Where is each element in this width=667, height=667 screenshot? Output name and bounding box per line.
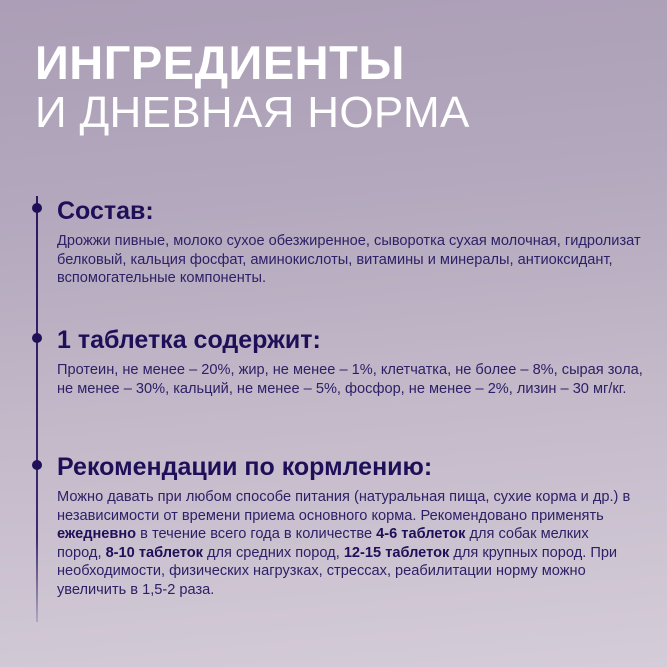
body-text: для собак мелких пород, [57, 526, 589, 561]
bullet-dot-icon [32, 460, 42, 470]
section-body: Дрожжи пивные, молоко сухое обезжиренное, сыворотка сухая молочная, гидролизат белковый, кальция фосфат, аминокислоты, витамины и минералы, антиоксидант, вспомогательные компоненты. [57, 233, 641, 286]
section-tablet-contents [57, 325, 657, 398]
page-title [35, 38, 470, 138]
body-bold-text: 8-10 таблеток [105, 544, 203, 561]
title-line-1: ИНГРЕДИЕНТЫ [35, 36, 405, 89]
section-heading: Рекомендации по кормлению: [57, 453, 433, 481]
section-feeding-recommendations [57, 452, 637, 599]
body-text: для крупных пород. При необходимости, физических нагрузках, стрессах, реабилитации норму можно увеличить в 1,5-2 раза. [57, 544, 618, 598]
title-line-2: И ДНЕВНАЯ НОРМА [35, 88, 470, 137]
body-bold-text: 4-6 таблеток [376, 526, 466, 542]
bullet-dot-icon [32, 333, 42, 343]
body-text: для средних пород, [202, 544, 344, 561]
section-heading: 1 таблетка содержит: [57, 326, 321, 354]
body-bold-text: 12-15 таблеток [343, 544, 450, 561]
section-heading: Состав: [57, 197, 154, 225]
body-text: Можно давать при любом способе питания (натуральная пища, сухие корма и др.) в независимости от времени приема основного корма. Рекомендовано применять [57, 489, 631, 524]
body-text: в течение всего года в количестве [136, 526, 377, 542]
section-composition [57, 196, 642, 288]
bullet-dot-icon [32, 203, 42, 213]
section-body: Протеин, не менее – 20%, жир, не менее – 1%, клетчатка, не более – 8%, сырая зола, не менее – 30%, кальций, не менее – 5%, фосфор, не менее – 2%, лизин – 30 мг/кг. [57, 362, 643, 397]
body-bold-text: ежедневно [57, 526, 137, 542]
timeline-line [36, 196, 38, 622]
section-body [57, 488, 637, 599]
